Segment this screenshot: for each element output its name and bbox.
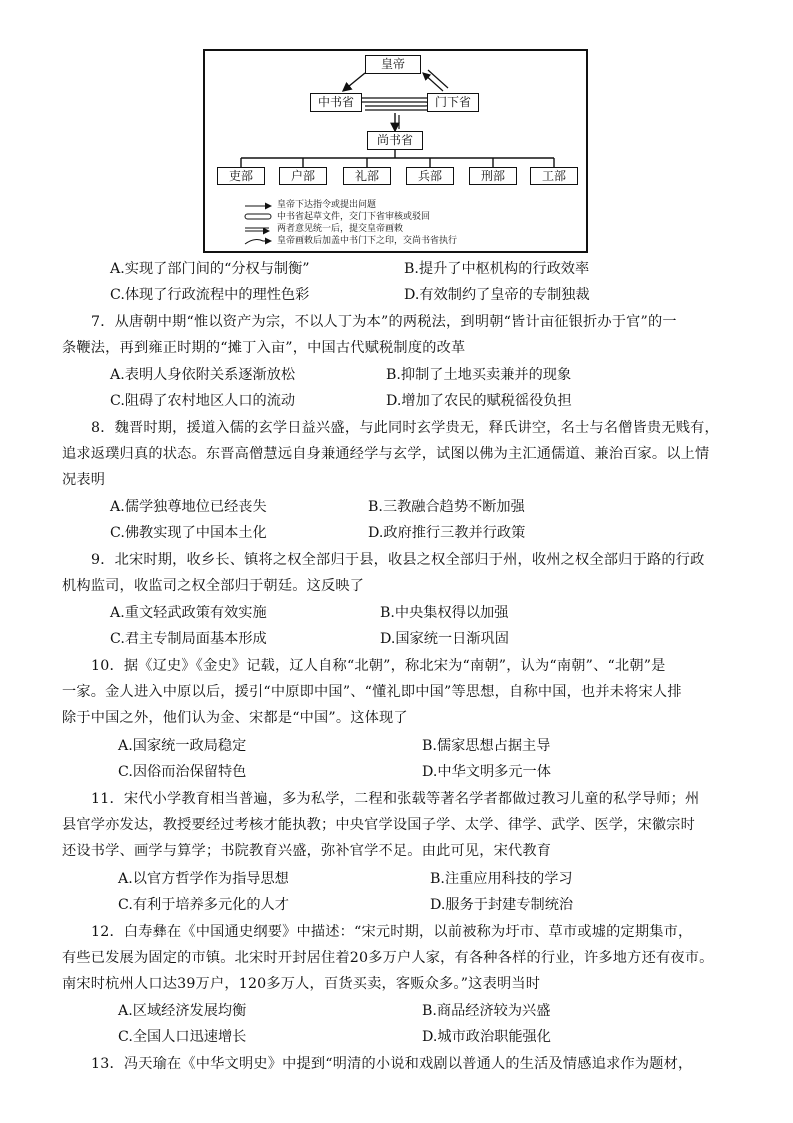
- department-box: 兵部: [406, 167, 454, 185]
- q7-stem-line: 条鞭法，再到雍正时期的“摊丁入亩”，中国古代赋税制度的改革: [62, 340, 466, 356]
- q9-option-d: D.国家统一日渐巩固: [380, 631, 509, 647]
- q6-option-b: B.提升了中枢机构的行政效率: [404, 261, 590, 277]
- q11-stem-line: 县官学亦发达，教授要经过考核才能执教；中央官学设国子学、太学、律学、武学、医学，宋徽宗时: [62, 817, 696, 833]
- q8-stem-line: 追求返璞归真的状态。东晋高僧慧远自身兼通经学与玄学，试图以佛为主汇通儒道、兼治百家。以上情: [62, 446, 710, 462]
- q8-option-d: D.政府推行三教并行政策: [368, 525, 526, 541]
- q11-option-d: D.服务于封建专制统治: [430, 897, 574, 913]
- q6-option-d: D.有效制约了皇帝的专制独裁: [404, 287, 590, 303]
- q7-option-b: B.抑制了土地买卖兼并的现象: [386, 367, 572, 383]
- q13-stem-line: 13．冯天瑜在《中华文明史》中提到“明清的小说和戏剧以普通人的生活及情感追求作为题材，: [91, 1056, 693, 1072]
- q10-stem-line: 10．据《辽史》《金史》记载，辽人自称“北朝”，称北宋为“南朝”，认为“南朝”、“北朝”是: [91, 658, 666, 674]
- q12-stem-line: 12．白寿彝在《中国通史纲要》中描述：“宋元时期，以前被称为圩市、草市或墟的定期集市，: [91, 924, 693, 940]
- legend-item: 中书省起草文件，交门下省审核或驳回: [277, 212, 431, 222]
- q12-option-b: B.商品经济较为兴盛: [422, 1003, 551, 1019]
- q7-option-a: A.表明人身依附关系逐渐放松: [110, 367, 296, 383]
- q10-option-d: D.中华文明多元一体: [422, 764, 551, 780]
- q9-stem-line: 9．北宋时期，收乡长、镇将之权全部归于县，收县之权全部归于州，收州之权全部归于路的行政: [91, 552, 705, 568]
- q10-stem-line: 一家。金人进入中原以后，援引“中原即中国”、“懂礼即中国”等思想，自称中国，也并未将宋人排: [62, 684, 682, 700]
- q10-option-a: A.国家统一政局稳定: [118, 738, 247, 754]
- shangshu-box: 尚书省: [367, 131, 423, 150]
- legend-item: 两者意见统一后，提交皇帝画敕: [277, 224, 404, 234]
- q10-stem-line: 除于中国之外，他们认为金、宋都是“中国”。这体现了: [62, 710, 408, 726]
- q9-option-c: C.君主专制局面基本形成: [110, 631, 267, 647]
- q12-option-c: C.全国人口迅速增长: [118, 1029, 247, 1045]
- legend-item: 皇帝画敕后加盖中书门下之印，交尚书省执行: [277, 236, 458, 246]
- q10-option-c: C.因俗而治保留特色: [118, 764, 247, 780]
- q7-option-d: D.增加了农民的赋税徭役负担: [386, 393, 572, 409]
- department-box: 礼部: [343, 167, 391, 185]
- q9-stem-line: 机构监司，收监司之权全部归于朝廷。这反映了: [62, 578, 365, 594]
- q12-option-d: D.城市政治职能强化: [422, 1029, 551, 1045]
- q9-option-a: A.重文轻武政策有效实施: [110, 605, 267, 621]
- department-box: 工部: [530, 167, 578, 185]
- q6-option-c: C.体现了行政流程中的理性色彩: [110, 287, 310, 303]
- q7-option-c: C.阻碍了农村地区人口的流动: [110, 393, 296, 409]
- q11-option-a: A.以官方哲学作为指导思想: [118, 871, 289, 887]
- q11-stem-line: 还设书学、画学与算学；书院教育兴盛，弥补官学不足。由此可见，宋代教育: [62, 843, 552, 859]
- q12-stem-line: 有些已发展为固定的市镇。北宋时开封居住着20多万户人家，有各种各样的行业，许多地方还有夜市。: [62, 950, 714, 966]
- q8-option-b: B.三教融合趋势不断加强: [368, 499, 525, 515]
- department-box: 户部: [279, 167, 327, 185]
- q12-option-a: A.区域经济发展均衡: [118, 1003, 247, 1019]
- q11-option-c: C.有利于培养多元化的人才: [118, 897, 289, 913]
- emperor-box: 皇帝: [365, 55, 421, 74]
- q8-stem-line: 8．魏晋时期，援道入儒的玄学日益兴盛，与此同时玄学贵无，释氏讲空，名士与名僧皆贵无贱有，: [91, 420, 719, 436]
- legend-item: 皇帝下达指令或提出问题: [277, 200, 377, 210]
- q11-stem-line: 11．宋代小学教育相当普遍，多为私学，二程和张载等著名学者都做过教习儿童的私学导师；州: [91, 791, 700, 807]
- q7-stem-line: 7．从唐朝中期“惟以资产为宗，不以人丁为本”的两税法，到明朝“皆计亩征银折办于官”的一: [91, 314, 677, 330]
- government-structure-diagram: [203, 49, 588, 253]
- q8-option-c: C.佛教实现了中国本土化: [110, 525, 267, 541]
- zhongshu-box: 中书省: [310, 93, 362, 112]
- q8-option-a: A.儒学独尊地位已经丧失: [110, 499, 267, 515]
- menxia-box: 门下省: [427, 93, 479, 112]
- q10-option-b: B.儒家思想占据主导: [422, 738, 551, 754]
- department-box: 吏部: [217, 167, 265, 185]
- q8-stem-line: 况表明: [62, 472, 106, 488]
- q6-option-a: A.实现了部门间的“分权与制衡”: [110, 261, 310, 277]
- q9-option-b: B.中央集权得以加强: [380, 605, 509, 621]
- q12-stem-line: 南宋时杭州人口达39万户，120多万人，百货买卖，客贩众多。”这表明当时: [62, 976, 541, 992]
- department-box: 刑部: [469, 167, 517, 185]
- q11-option-b: B.注重应用科技的学习: [430, 871, 573, 887]
